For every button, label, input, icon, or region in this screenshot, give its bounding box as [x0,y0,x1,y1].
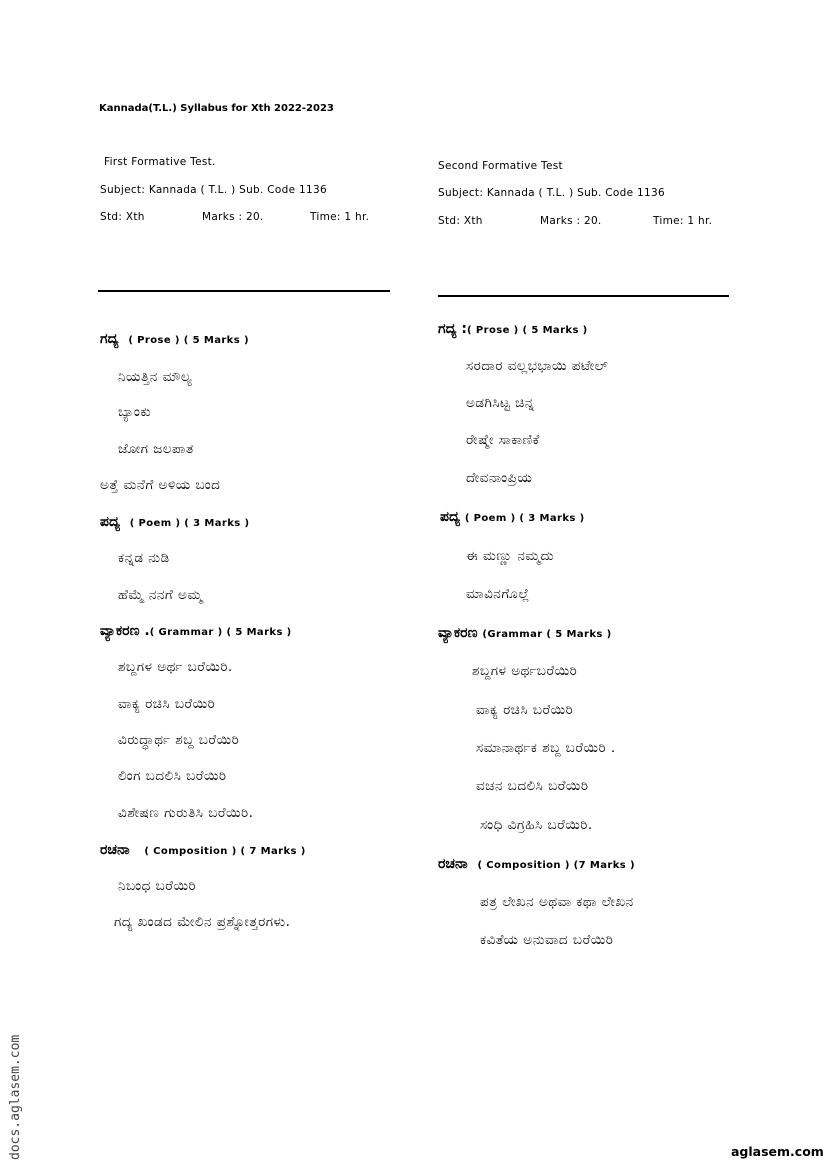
left-subject: Subject: Kannada ( T.L. ) Sub. Code 1136 [100,184,327,196]
left-grammar-item: ವಿರುದ್ಧಾರ್ಥ ಶಬ್ದ ಬರೆಯಿರಿ [118,732,240,748]
right-subject: Subject: Kannada ( T.L. ) Sub. Code 1136 [438,187,665,199]
right-time: Time: 1 hr. [653,215,713,227]
left-composition-item: ನಿಬಂಧ ಬರೆಯಿರಿ [118,878,197,894]
left-prose-heading: ಗದ್ಯ ( Prose ) ( 5 Marks ) [100,331,249,347]
left-prose-item: ನಿಯತ್ತಿನ ಮೌಲ್ಯ [118,369,193,385]
right-grammar-heading: ವ್ಯಾಕರಣ (Grammar ( 5 Marks ) [438,625,612,641]
left-grammar-item: ವಾಕ್ಯ ರಚಿಸಿ ಬರೆಯಿರಿ [118,696,216,712]
right-prose-item: ಸರದಾರ ವಲ್ಲಭಭಾಯಿ ಪಟೇಲ್ [466,358,609,374]
left-std: Std: Xth [100,211,145,223]
right-poem-item: ಮಾವಿನಗೊಲ್ಲೆ [466,586,530,602]
left-grammar-heading: ವ್ಯಾಕರಣ .( Grammar ) ( 5 Marks ) [100,623,292,639]
left-divider [98,290,390,292]
left-prose-item: ಬ್ಯಾಂಕು [118,404,152,420]
right-std: Std: Xth [438,215,483,227]
right-composition-heading: ರಚನಾ ( Composition ) (7 Marks ) [438,856,635,872]
right-test-name: Second Formative Test [438,160,563,172]
left-time: Time: 1 hr. [310,211,370,223]
left-marks: Marks : 20. [202,211,264,223]
left-prose-item: ಜೋಗ ಜಲಪಾತ [118,441,194,457]
right-poem-item: ಈ ಮಣ್ಣು ನಮ್ಮದು [466,548,555,564]
right-marks: Marks : 20. [540,215,602,227]
right-grammar-item: ಸಮಾನಾರ್ಥಕ ಶಬ್ದ ಬರೆಯಿರಿ . [476,740,616,756]
left-poem-item: ಹೆಮ್ಮೆ ನನಗೆ ಅಮ್ಮ [118,587,203,603]
left-grammar-item: ವಿಶೇಷಣ ಗುರುತಿಸಿ ಬರೆಯಿರಿ. [118,805,254,821]
left-prose-item: ಅತ್ತೆ ಮನೆಗೆ ಅಳಿಯ ಬಂದ [100,477,221,493]
left-test-name: First Formative Test. [104,156,216,168]
right-composition-item: ಪತ್ರ ಲೇಖನ ಅಥವಾ ಕಥಾ ಲೇಖನ [480,894,634,910]
right-prose-item: ಅಡಗಿಸಿಟ್ಟ ಚಿನ್ನ [466,395,535,411]
right-composition-item: ಕವಿತೆಯ ಅನುವಾದ ಬರೆಯಿರಿ [480,932,614,948]
left-grammar-item: ಶಬ್ದಗಳ ಅರ್ಥ ಬರೆಯಿರಿ. [118,659,233,675]
source-watermark: docs.aglasem.com [8,1034,23,1160]
right-grammar-item: ಶಬ್ದಗಳ ಅರ್ಥಬರೆಯಿರಿ [472,663,578,679]
left-poem-heading: ಪದ್ಯ ( Poem ) ( 3 Marks ) [100,514,250,530]
right-grammar-item: ಸಂಧಿ ವಿಗ್ರಹಿಸಿ ಬರೆಯಿರಿ. [480,817,593,833]
left-grammar-item: ಲಿಂಗ ಬದಲಿಸಿ ಬರೆಯಿರಿ [118,768,227,784]
right-prose-heading: ಗದ್ಯ :( Prose ) ( 5 Marks ) [438,321,588,337]
left-composition-item: ಗದ್ಯ ಖಂಡದ ಮೇಲಿನ ಪ್ರಶ್ನೋತ್ತರಗಳು. [114,914,291,930]
right-grammar-item: ವಾಕ್ಯ ರಚಿಸಿ ಬರೆಯಿರಿ [476,702,574,718]
brand-footer: aglasem.com [731,1144,824,1159]
right-poem-heading: ಪದ್ಯ ( Poem ) ( 3 Marks ) [440,509,585,525]
right-grammar-item: ವಚನ ಬದಲಿಸಿ ಬರೆಯಿರಿ [476,778,589,794]
right-prose-item: ದೇವನಾಂಪ್ರಿಯ [466,470,533,486]
left-poem-item: ಕನ್ನಡ ನುಡಿ [118,550,170,566]
doc-title: Kannada(T.L.) Syllabus for Xth 2022-2023 [99,103,334,114]
right-prose-item: ರೇಷ್ಮೇ ಸಾಕಾಣಿಕೆ [466,432,540,448]
right-divider [438,295,729,297]
left-composition-heading: ರಚನಾ ( Composition ) ( 7 Marks ) [100,842,306,858]
